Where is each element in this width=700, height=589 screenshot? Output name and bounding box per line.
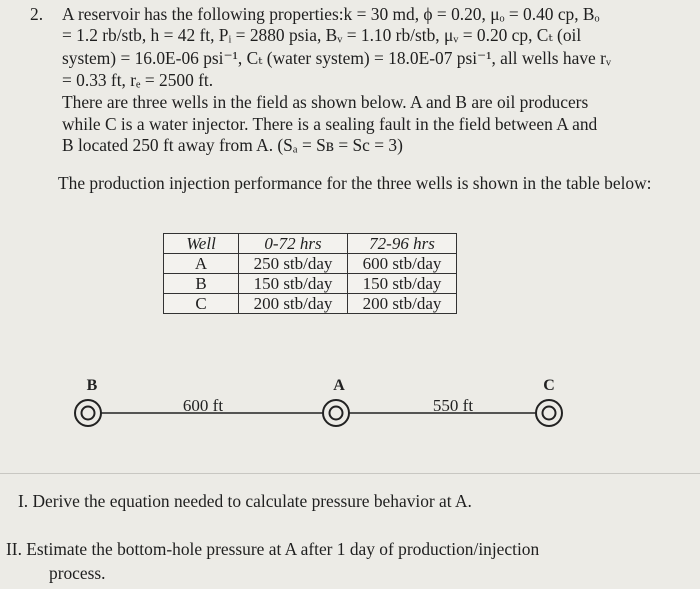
column-header-well: Well (164, 234, 239, 254)
table-row (164, 294, 457, 314)
table-cell-well: A (164, 254, 239, 274)
table-row (164, 254, 457, 274)
well-label-c: C (543, 377, 555, 394)
well-label-a: A (333, 377, 345, 394)
problem-line: = 0.33 ft, rₑ = 2500 ft. (62, 70, 214, 90)
table-row (164, 274, 457, 294)
problem-line: = 1.2 rb/stb, h = 42 ft, Pᵢ = 2880 psia, Bᵥ = 1.10 rb/stb, μᵥ = 0.20 cp, Cₜ (oil (62, 25, 582, 45)
performance-table-wrap (163, 233, 457, 314)
question-i: I. Derive the equation needed to calculate pressure behavior at A. (18, 491, 472, 511)
well-b-icon (75, 400, 101, 426)
distance-label-a-c: 550 ft (432, 396, 474, 415)
table-cell-rate: 150 stb/day (348, 274, 457, 294)
well-a-icon (323, 400, 349, 426)
well-c-icon (536, 400, 562, 426)
table-cell-rate: 200 stb/day (348, 294, 457, 314)
problem-line: There are three wells in the field as shown below. A and B are oil producers (62, 92, 589, 112)
table-cell-well: C (164, 294, 239, 314)
table-cell-rate: 250 stb/day (239, 254, 348, 274)
distance-label-b-a: 600 ft (182, 396, 224, 415)
table-cell-rate: 150 stb/day (239, 274, 348, 294)
table-intro: The production injection performance for the three wells is shown in the table below: (58, 173, 652, 193)
problem-line: A reservoir has the following properties:k = 30 md, ϕ = 0.20, μₒ = 0.40 cp, Bₒ (62, 4, 600, 24)
performance-table (163, 233, 457, 314)
problem-line: system) = 16.0E-06 psi⁻¹, Cₜ (water system) = 18.0E-07 psi⁻¹, all wells have rᵥ (62, 48, 612, 68)
table-header-row (164, 234, 457, 254)
well-label-b: B (86, 377, 98, 394)
table-cell-rate: 200 stb/day (239, 294, 348, 314)
well-layout-diagram (0, 360, 700, 440)
problem-line: while C is a water injector. There is a sealing fault in the field between A and (62, 114, 598, 134)
section-divider (0, 473, 700, 474)
column-header-0-72: 0-72 hrs (239, 234, 348, 254)
question-ii-continuation: process. (49, 563, 106, 583)
table-cell-rate: 600 stb/day (348, 254, 457, 274)
table-cell-well: B (164, 274, 239, 294)
problem-line: B located 250 ft away from A. (Sₐ = Sʙ = Sc = 3) (62, 135, 403, 155)
problem-number: 2. (30, 4, 44, 24)
question-ii: II. Estimate the bottom-hole pressure at A after 1 day of production/injection (6, 539, 540, 559)
column-header-72-96: 72-96 hrs (348, 234, 457, 254)
